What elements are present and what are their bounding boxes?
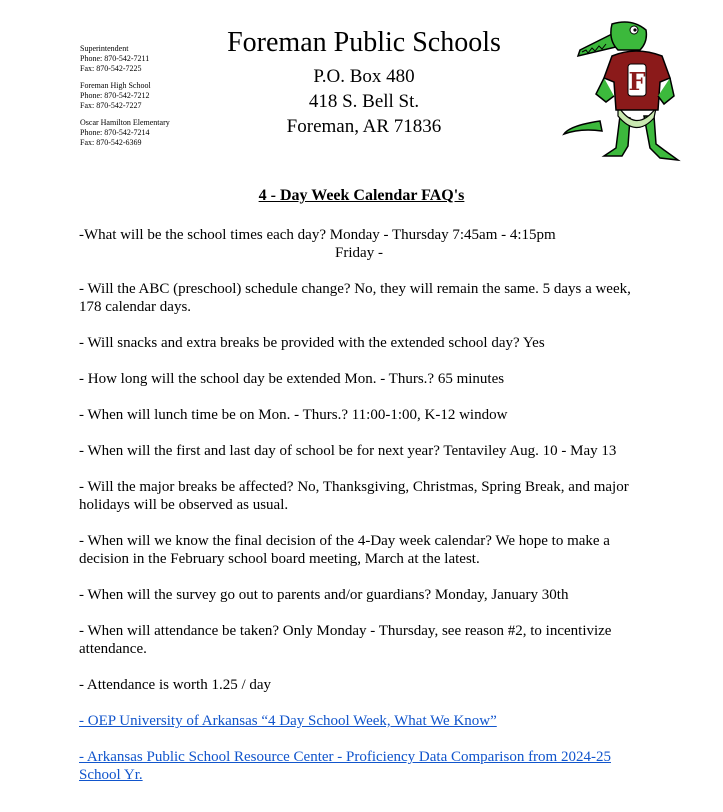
contact-phone: Phone: 870-542-7214 [80, 128, 150, 137]
faq-item: - Will the ABC (preschool) schedule change? No, they will remain the same. 5 days a week, 178 calendar days. [79, 281, 631, 315]
faq-item: - Will the major breaks be affected? No, Thanksgiving, Christmas, Spring Break, and major holidays will be observed as usual. [79, 479, 629, 513]
street-address: 418 S. Bell St. [308, 91, 420, 112]
contact-title: Foreman High School [80, 81, 151, 90]
apsrc-link-item [79, 748, 639, 784]
city-state-zip: Foreman, AR 71836 [286, 116, 442, 137]
faq-item [79, 226, 639, 262]
faq-item: - When will we know the final decision of the 4-Day week calendar? We hope to make a decision in the February school board meeting, March at the latest. [79, 533, 610, 567]
letterhead [200, 24, 528, 139]
faq-item: - Attendance is worth 1.25 / day [79, 677, 272, 693]
contact-elementary [80, 118, 170, 148]
faq-item: - Will snacks and extra breaks be provided with the extended school day? Yes [79, 335, 545, 351]
contact-fax: Fax: 870-542-7227 [80, 101, 142, 110]
mascot-shirt-letter: F [628, 67, 646, 96]
contact-high-school [80, 81, 170, 111]
faq-item: - How long will the school day be extended Mon. - Thurs.? 65 minutes [79, 371, 505, 387]
faq-item: - When will the first and last day of school be for next year? Tentaviley Aug. 10 - May 13 [79, 443, 617, 459]
oep-link-item [79, 712, 639, 730]
faq-list [79, 226, 639, 802]
faq-item: - When will lunch time be on Mon. - Thurs.? 11:00-1:00, K-12 window [79, 407, 508, 423]
contact-info [80, 44, 170, 155]
contact-phone: Phone: 870-542-7211 [80, 54, 150, 63]
apsrc-proficiency-link[interactable]: - Arkansas Public School Resource Center - Proficiency Data Comparison from 2024-25 School Yr. [79, 749, 611, 783]
faq-item: - When will the survey go out to parents and/or guardians? Monday, January 30th [79, 587, 569, 603]
faq-item: - When will attendance be taken? Only Monday - Thursday, see reason #2, to incentivize attendance. [79, 623, 612, 657]
contact-fax: Fax: 870-542-6369 [80, 138, 142, 147]
contact-title: Oscar Hamilton Elementary [80, 118, 170, 127]
contact-superintendent [80, 44, 170, 74]
faq-text: -What will be the school times each day? Monday - Thursday 7:45am - 4:15pm [79, 227, 556, 243]
faq-title: 4 - Day Week Calendar FAQ's [258, 187, 465, 204]
gator-mascot-logo [560, 16, 688, 166]
contact-title: Superintendent [80, 44, 129, 53]
contact-fax: Fax: 870-542-7225 [80, 64, 142, 73]
oep-4-day-week-link[interactable]: - OEP University of Arkansas “4 Day School Week, What We Know” [79, 713, 497, 729]
school-name: Foreman Public Schools [227, 27, 501, 58]
po-box: P.O. Box 480 [313, 66, 415, 87]
contact-phone: Phone: 870-542-7212 [80, 91, 150, 100]
faq-subtext: Friday - [335, 245, 383, 261]
